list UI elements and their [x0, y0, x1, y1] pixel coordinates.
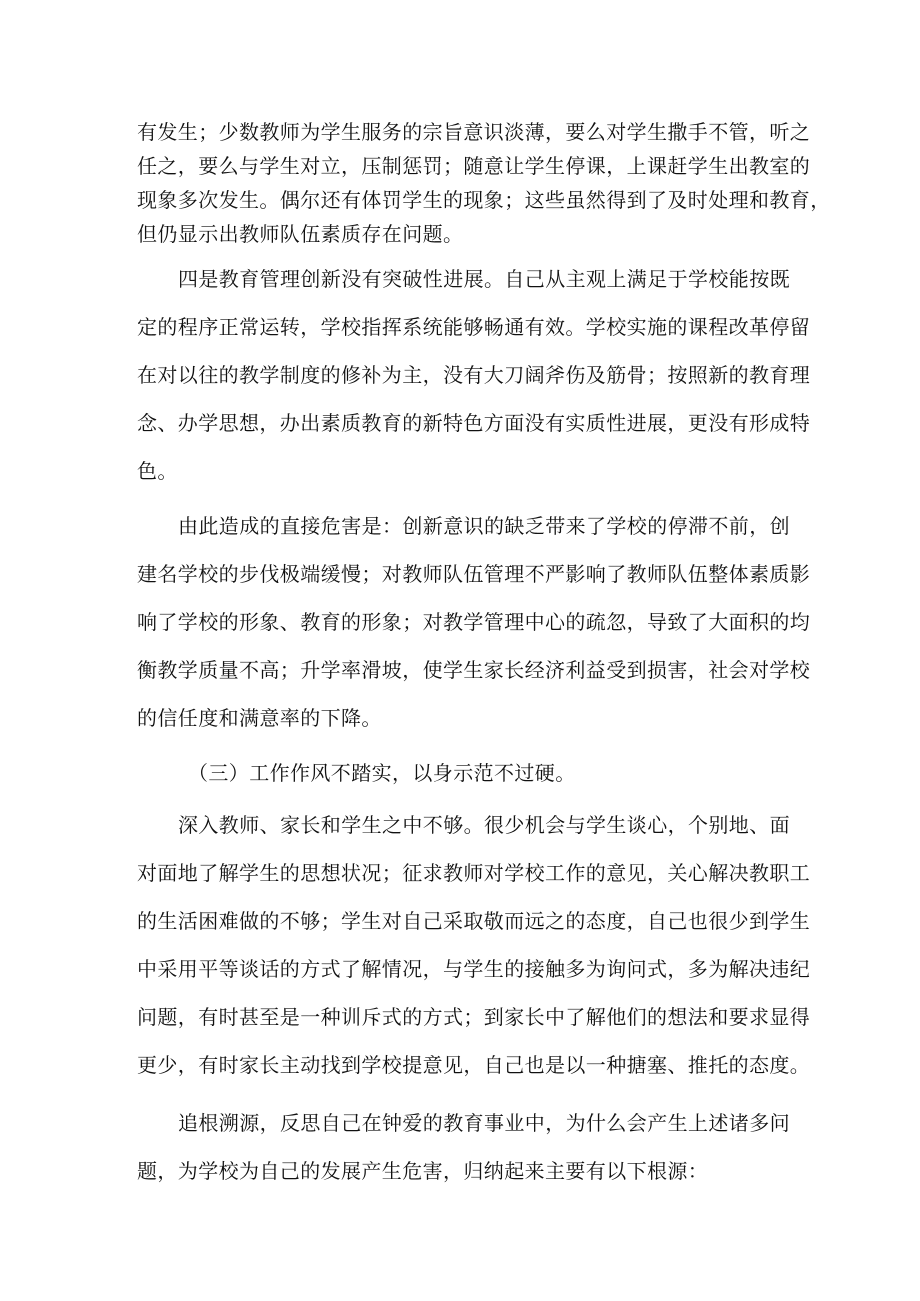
text-line: 更少，有时家长主动找到学校提意见，自己也是以一种搪塞、推托的态度。 [137, 1053, 811, 1077]
text-line: 由此造成的直接危害是：创新意识的缺乏带来了学校的停滞不前，创 [178, 514, 790, 538]
text-line: 题，为学校为自己的发展产生危害，归纳起来主要有以下根源： [137, 1159, 709, 1183]
text-line: 建名学校的步伐极端缓慢；对教师队伍管理不严影响了教师队伍整体素质影 [137, 562, 811, 586]
text-line: 定的程序正常运转，学校指挥系统能够畅通有效。学校实施的课程改革停留 [137, 315, 811, 339]
text-line: 对面地了解学生的思想状况；征求教师对学校工作的意见，关心解决教职工 [137, 861, 811, 885]
text-line: 四是教育管理创新没有突破性进展。自己从主观上满足于学校能按既 [178, 267, 790, 291]
text-line: 响了学校的形象、教育的形象；对教学管理中心的疏忽，导致了大面积的均 [137, 610, 811, 634]
heading-line: （三）工作作风不踏实，以身示范不过硬。 [188, 761, 576, 785]
text-line: 衡教学质量不高；升学率滑坡，使学生家长经济利益受到损害，社会对学校 [137, 658, 811, 682]
text-line: 任之，要么与学生对立，压制惩罚；随意让学生停课，上课赶学生出教室的 [137, 154, 811, 178]
text-line: 色。 [137, 459, 178, 483]
text-line: 中采用平等谈话的方式了解情况，与学生的接触多为询问式，多为解决违纪 [137, 957, 811, 981]
text-line: 追根溯源，反思自己在钟爱的教育事业中，为什么会产生上述诸多问 [178, 1111, 790, 1135]
text-line: 但仍显示出教师队伍素质存在问题。 [137, 222, 464, 246]
text-line: 深入教师、家长和学生之中不够。很少机会与学生谈心，个别地、面 [178, 813, 790, 837]
text-line: 在对以往的教学制度的修补为主，没有大刀阔斧伤及筋骨；按照新的教育理 [137, 363, 811, 387]
text-line: 念、办学思想，办出素质教育的新特色方面没有实质性进展，更没有形成特 [137, 411, 811, 435]
text-line: 的信任度和满意率的下降。 [137, 706, 382, 730]
text-line: 现象多次发生。偶尔还有体罚学生的现象；这些虽然得到了及时处理和教育， [137, 188, 831, 212]
text-line: 问题，有时甚至是一种训斥式的方式；到家长中了解他们的想法和要求显得 [137, 1005, 811, 1029]
text-line: 有发生；少数教师为学生服务的宗旨意识淡薄，要么对学生撒手不管，听之 [137, 120, 811, 144]
text-line: 的生活困难做的不够；学生对自己采取敬而远之的态度，自己也很少到学生 [137, 909, 811, 933]
